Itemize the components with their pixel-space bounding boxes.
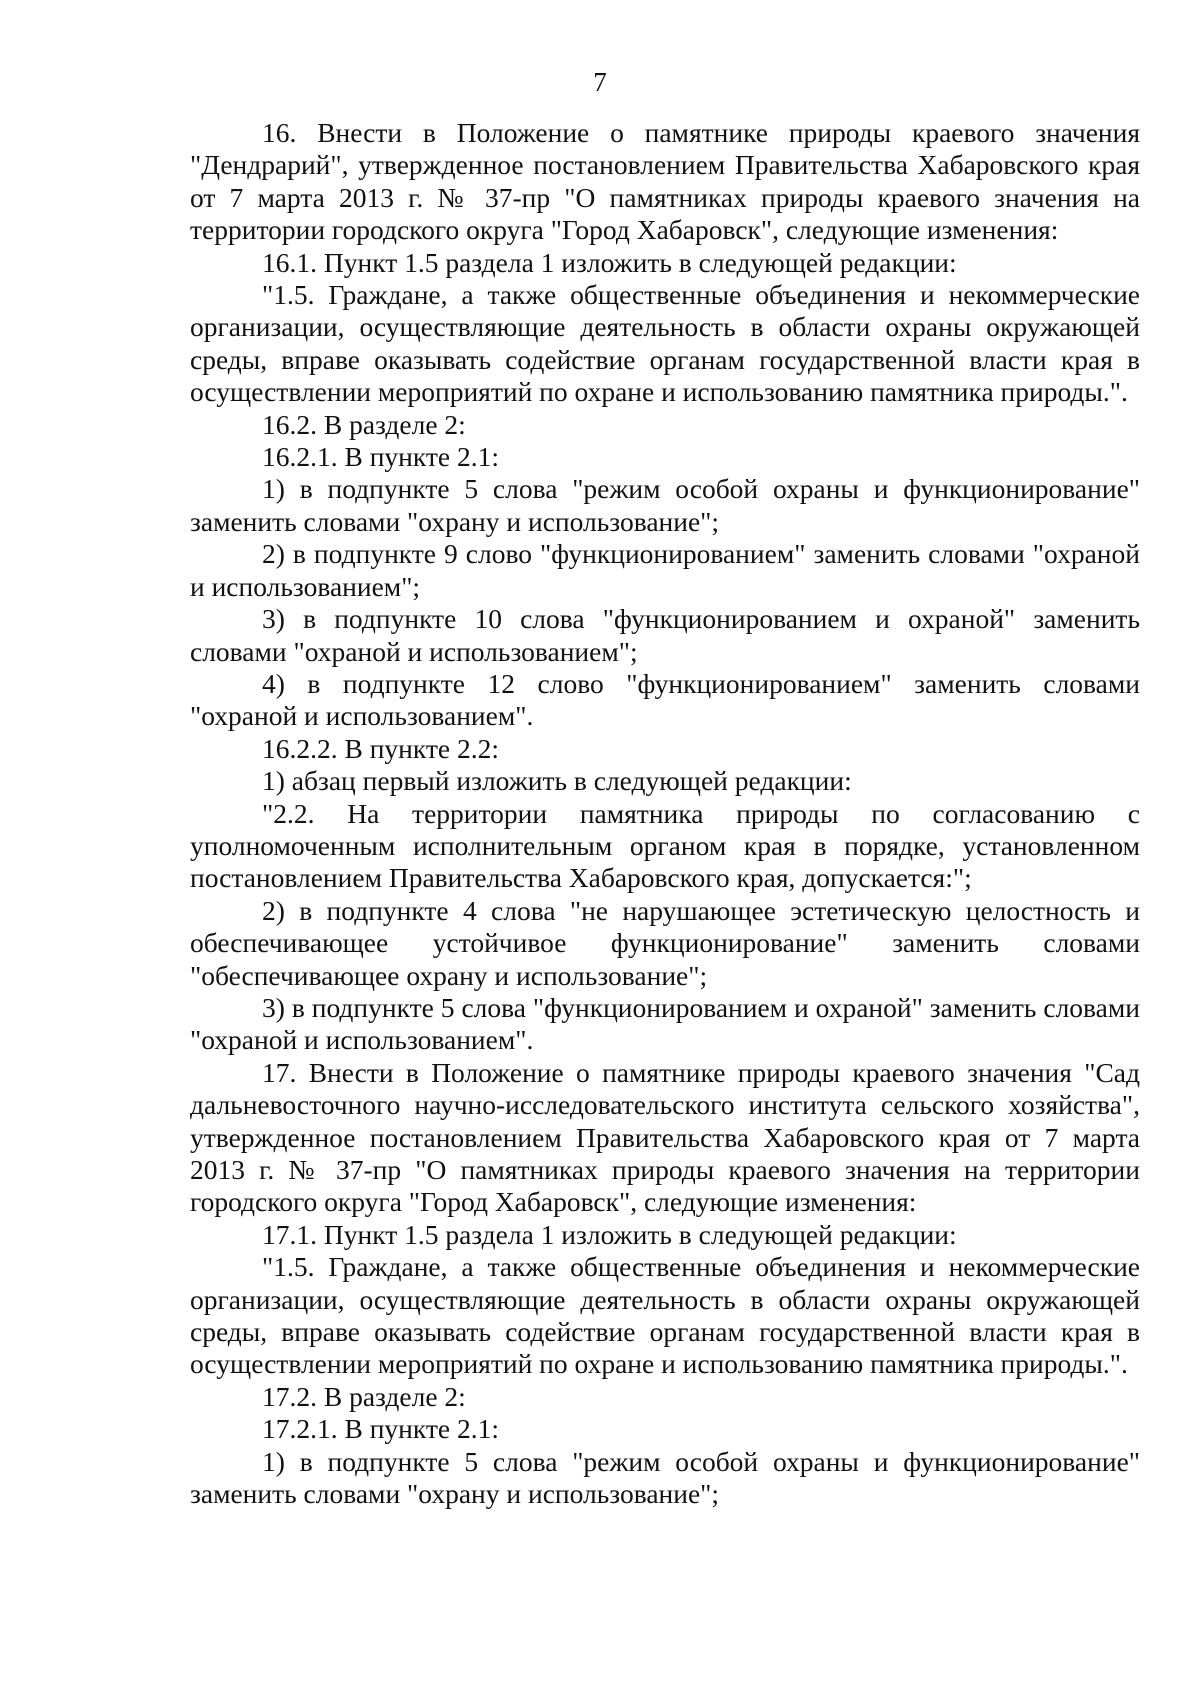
paragraph-16-2-1: 16.2.1. В пункте 2.1: [262,441,500,473]
paragraph-17-1-quote: "1.5. Граждане, а также общественные объединения и некоммерческие организации, осуществляющие деятельность в области охраны окружающей среды, вправе оказывать содействие органам государственной власти края в осуществлении мероприятий по охране и использованию памятника природы.". [190,1251,1140,1380]
paragraph-17-2: 17.2. В разделе 2: [262,1380,466,1412]
paragraph-17: 17. Внести в Положение о памятнике природы краевого значения "Сад дальневосточного научно-исследовательского института сельского хозяйства", утвержденное постановлением Правительства Хабаровского края от 7 марта 2013 г. № 37-пр "О памятниках природы краевого значения на территории городского округа "Город Хабаровск", следующие изменения: [190,1056,1140,1218]
paragraph-17-2-1: 17.2.1. В пункте 2.1: [262,1413,500,1445]
paragraph-17-2-1-item-1: 1) в подпункте 5 слова "режим особой охраны и функционирование" заменить словами "охрану и использование"; [190,1445,1140,1510]
page-number: 7 [593,67,607,97]
paragraph-16-1-quote: "1.5. Граждане, а также общественные объединения и некоммерческие организации, осуществляющие деятельность в области охраны окружающей среды, вправе оказывать содействие органам государственной власти края в осуществлении мероприятий по охране и использованию памятника природы.". [190,279,1140,408]
paragraph-16-2-2-item-2: 2) в подпункте 4 слова "не нарушающее эстетическую целостность и обеспечивающее устойчивое функционирование" заменить словами "обеспечивающее охрану и использование"; [190,894,1140,991]
paragraph-17-1: 17.1. Пункт 1.5 раздела 1 изложить в следующей редакции: [262,1218,957,1250]
paragraph-16-1: 16.1. Пункт 1.5 раздела 1 изложить в следующей редакции: [262,246,957,278]
paragraph-16-2-2-item-1: 1) абзац первый изложить в следующей редакции: [262,765,852,797]
paragraph-16-2-2-item-3: 3) в подпункте 5 слова "функционированием и охраной" заменить словами "охраной и использованием". [190,991,1140,1056]
paragraph-16-2-1-item-4: 4) в подпункте 12 слово "функционированием" заменить словами "охраной и использованием". [190,667,1140,732]
paragraph-16-2-1-item-2: 2) в подпункте 9 слово "функционированием" заменить словами "охраной и использованием"; [190,538,1140,602]
paragraph-16-2: 16.2. В разделе 2: [262,408,466,440]
paragraph-16-2-1-item-3: 3) в подпункте 10 слова "функционированием и охраной" заменить словами "охраной и использованием"; [190,603,1140,667]
paragraph-16-2-2-quote: "2.2. На территории памятника природы по согласованию с уполномоченным исполнительным органом края в порядке, установленном постановлением Правительства Хабаровского края, допускается:"; [190,797,1140,894]
paragraph-16-2-1-item-1: 1) в подпункте 5 слова "режим особой охраны и функционирование" заменить словами "охрану и использование"; [190,473,1140,537]
paragraph-16: 16. Внести в Положение о памятнике природы краевого значения "Дендрарий", утвержденное постановлением Правительства Хабаровского края от 7 марта 2013 г. № 37-пр "О памятниках природы краевого значения на территории городского округа "Город Хабаровск", следующие изменения: [190,117,1140,246]
document-body [190,117,1140,1510]
paragraph-16-2-2: 16.2.2. В пункте 2.2: [262,732,500,764]
